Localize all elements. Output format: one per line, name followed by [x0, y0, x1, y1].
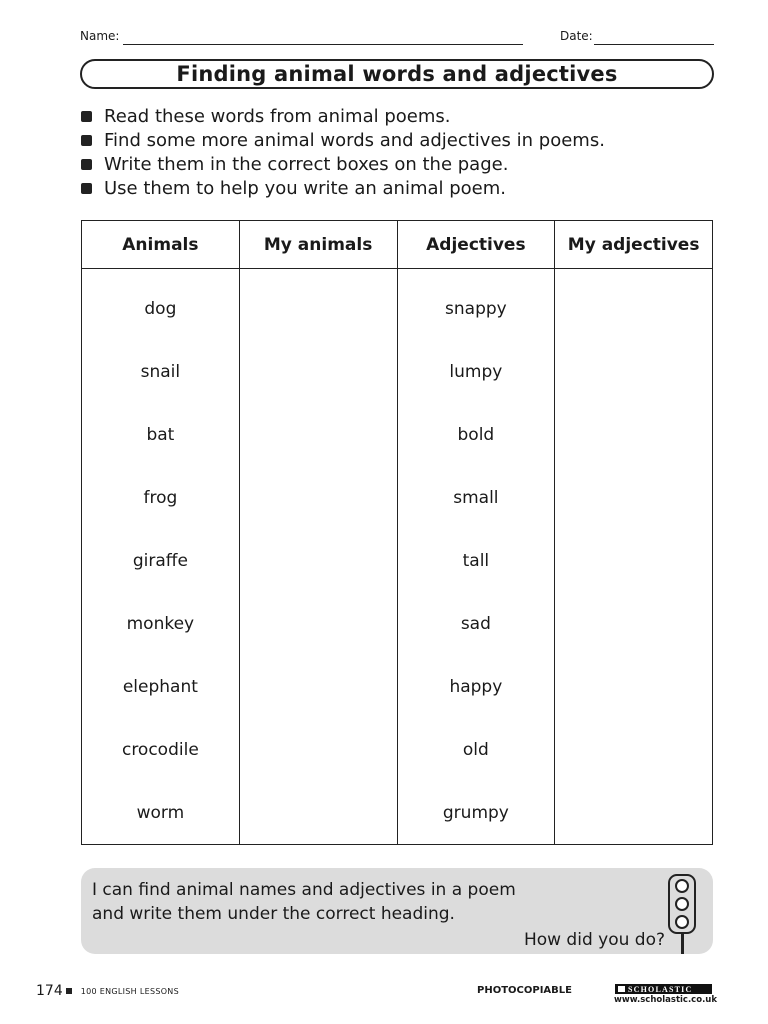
adjective-cell: bold [397, 403, 555, 466]
assessment-statement-line1: I can find animal names and adjectives in a poem [92, 880, 516, 900]
bullet-icon [81, 135, 92, 146]
my-animal-cell[interactable] [239, 655, 397, 718]
my-adjective-cell[interactable] [555, 718, 713, 781]
bullet-icon [81, 159, 92, 170]
table-row [82, 466, 713, 529]
my-adjective-cell[interactable] [555, 466, 713, 529]
animal-cell: snail [82, 340, 240, 403]
name-date-row [80, 29, 714, 47]
my-adjective-cell[interactable] [555, 655, 713, 718]
footer-left [36, 983, 179, 999]
table-row [82, 592, 713, 655]
my-adjective-cell[interactable] [555, 781, 713, 845]
animal-cell: bat [82, 403, 240, 466]
name-label: Name: [80, 29, 120, 43]
my-animal-cell[interactable] [239, 403, 397, 466]
animal-cell: giraffe [82, 529, 240, 592]
traffic-light-pole [681, 934, 684, 954]
my-adjective-cell[interactable] [555, 403, 713, 466]
animal-cell: monkey [82, 592, 240, 655]
publisher-logo [615, 984, 712, 994]
my-animal-cell[interactable] [239, 529, 397, 592]
my-adjective-cell[interactable] [555, 340, 713, 403]
table-row [82, 269, 713, 341]
my-animal-cell[interactable] [239, 592, 397, 655]
adjective-cell: tall [397, 529, 555, 592]
name-field[interactable] [123, 44, 523, 45]
instruction-item [80, 104, 605, 128]
assessment-statement-line2: and write them under the correct heading. [92, 904, 455, 924]
title-banner [80, 59, 714, 89]
instruction-item [80, 176, 605, 200]
adjective-cell: lumpy [397, 340, 555, 403]
my-adjective-cell[interactable] [555, 592, 713, 655]
book-icon [618, 986, 625, 992]
column-header-adjectives: Adjectives [397, 221, 555, 269]
instruction-text: Write them in the correct boxes on the page. [104, 153, 509, 175]
traffic-light-icon [668, 874, 696, 934]
my-animal-cell[interactable] [239, 269, 397, 341]
bullet-icon [81, 183, 92, 194]
adjective-cell: snappy [397, 269, 555, 341]
my-animal-cell[interactable] [239, 340, 397, 403]
table-header-row [82, 221, 713, 269]
column-header-animals: Animals [82, 221, 240, 269]
self-assessment-box [81, 868, 713, 954]
table-row [82, 403, 713, 466]
adjective-cell: grumpy [397, 781, 555, 845]
instruction-text: Find some more animal words and adjectives in poems. [104, 129, 605, 151]
adjective-cell: small [397, 466, 555, 529]
instruction-text: Use them to help you write an animal poem. [104, 177, 506, 199]
publisher-logo-text: SCHOLASTIC [628, 984, 693, 994]
traffic-light-lamp-top[interactable] [675, 879, 689, 893]
instruction-item [80, 152, 605, 176]
table-row [82, 718, 713, 781]
traffic-light-lamp-bottom[interactable] [675, 915, 689, 929]
table-row [82, 655, 713, 718]
square-bullet-icon [66, 988, 72, 994]
animal-cell: frog [82, 466, 240, 529]
animal-cell: worm [82, 781, 240, 845]
my-animal-cell[interactable] [239, 466, 397, 529]
animal-cell: elephant [82, 655, 240, 718]
column-header-my-animals: My animals [239, 221, 397, 269]
table-row [82, 529, 713, 592]
my-adjective-cell[interactable] [555, 269, 713, 341]
adjective-cell: happy [397, 655, 555, 718]
page-number: 174 [36, 983, 63, 999]
my-adjective-cell[interactable] [555, 529, 713, 592]
column-header-my-adjectives: My adjectives [555, 221, 713, 269]
page-title: Finding animal words and adjectives [176, 62, 618, 86]
instruction-item [80, 128, 605, 152]
animal-cell: dog [82, 269, 240, 341]
photocopiable-label: PHOTOCOPIABLE [477, 985, 572, 996]
instruction-text: Read these words from animal poems. [104, 105, 451, 127]
date-label: Date: [560, 29, 593, 43]
traffic-light-lamp-middle[interactable] [675, 897, 689, 911]
adjective-cell: sad [397, 592, 555, 655]
date-field[interactable] [594, 44, 714, 45]
my-animal-cell[interactable] [239, 781, 397, 845]
table-row [82, 781, 713, 845]
assessment-question: How did you do? [523, 930, 665, 950]
word-table [81, 220, 713, 845]
publisher-url: www.scholastic.co.uk [614, 995, 717, 1005]
animal-cell: crocodile [82, 718, 240, 781]
my-animal-cell[interactable] [239, 718, 397, 781]
book-title: 100 ENGLISH LESSONS [80, 986, 179, 996]
instruction-list [80, 104, 605, 200]
adjective-cell: old [397, 718, 555, 781]
table-row [82, 340, 713, 403]
bullet-icon [81, 111, 92, 122]
